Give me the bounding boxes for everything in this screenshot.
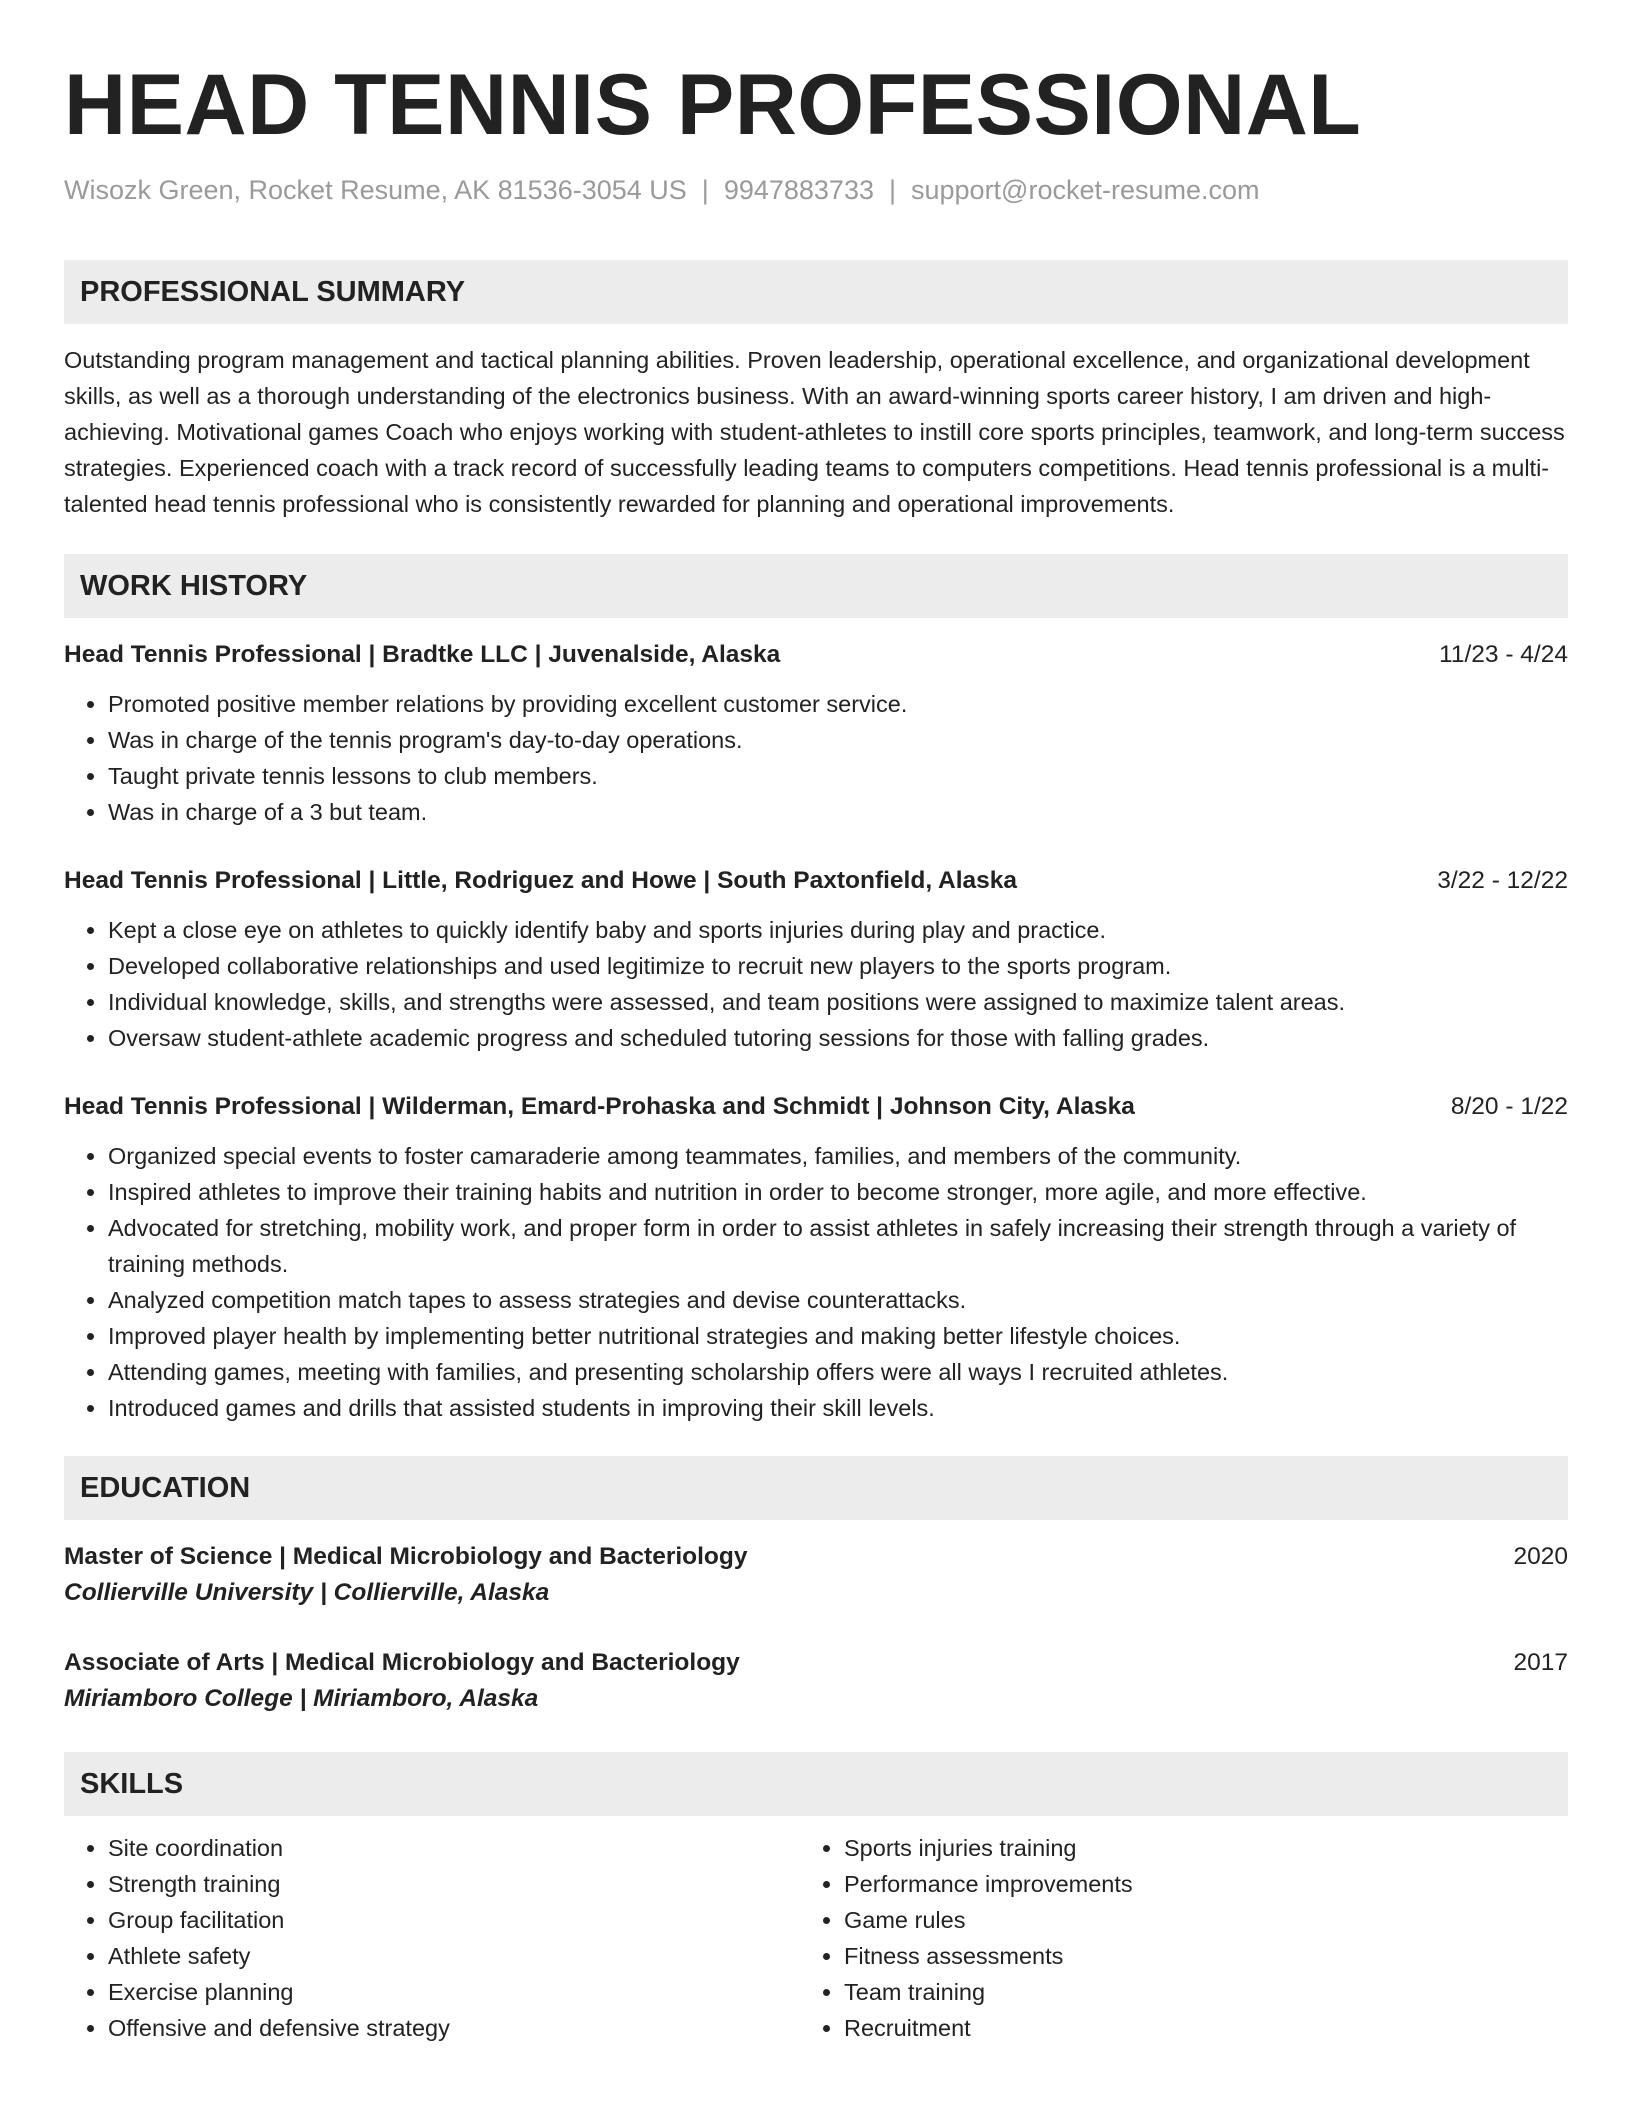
job-bullets: [64, 1138, 1568, 1426]
job-title: Head Tennis Professional | Bradtke LLC | Juvenalside, Alaska: [64, 641, 781, 669]
contact-email: support@rocket-resume.com: [911, 175, 1260, 205]
job-bullet: • Advocated for stretching, mobility work, and proper form in order to assist athletes in safely increasing their strength through a variety of training methods.: [108, 1210, 1568, 1282]
education-school: Collierville University | Collierville, Alaska: [64, 1579, 550, 1607]
summary-heading: PROFESSIONAL SUMMARY: [64, 260, 1568, 324]
skill-item: • Performance improvements: [844, 1866, 1536, 1902]
job-bullet: • Taught private tennis lessons to club members.: [108, 758, 1568, 794]
job-bullet: • Developed collaborative relationships and used legitimize to recruit new players to the sports program.: [108, 948, 1568, 984]
education-entry: [64, 1646, 1568, 1718]
skills-columns: [64, 1830, 1568, 2046]
education-degree: Associate of Arts | Medical Microbiology and Bacteriology: [64, 1649, 740, 1677]
job-bullet: • Was in charge of the tennis program's day-to-day operations.: [108, 722, 1568, 758]
job-entry: [64, 638, 1568, 830]
job-title: Head Tennis Professional | Wilderman, Emard-Prohaska and Schmidt | Johnson City, Alaska: [64, 1093, 1135, 1121]
skill-item: • Fitness assessments: [844, 1938, 1536, 1974]
job-bullet: • Introduced games and drills that assisted students in improving their skill levels.: [108, 1390, 1568, 1426]
education-school: Miriamboro College | Miriamboro, Alaska: [64, 1685, 539, 1713]
job-bullet: • Oversaw student-athlete academic progress and scheduled tutoring sessions for those with falling grades.: [108, 1020, 1568, 1056]
skills-left-column: [64, 1830, 800, 2046]
job-bullets: [64, 912, 1568, 1056]
education-header: [64, 1540, 1568, 1574]
skill-item: • Sports injuries training: [844, 1830, 1536, 1866]
job-bullets: [64, 686, 1568, 830]
education-year: 2017: [1513, 1649, 1568, 1677]
job-bullet: • Individual knowledge, skills, and strengths were assessed, and team positions were assigned to maximize talent areas.: [108, 984, 1568, 1020]
education-heading: EDUCATION: [64, 1456, 1568, 1520]
job-bullet: • Promoted positive member relations by providing excellent customer service.: [108, 686, 1568, 722]
job-entry: [64, 1090, 1568, 1426]
skill-item: • Site coordination: [108, 1830, 800, 1866]
job-bullet: • Organized special events to foster camaraderie among teammates, families, and members of the community.: [108, 1138, 1568, 1174]
job-bullet: • Analyzed competition match tapes to assess strategies and devise counterattacks.: [108, 1282, 1568, 1318]
skills-right-column: [800, 1830, 1536, 2046]
skill-item: • Strength training: [108, 1866, 800, 1902]
summary-text: Outstanding program management and tactical planning abilities. Proven leadership, operational excellence, and organizational development skills, as well as a thorough understanding of the electronics business. With an award-winning sports career history, I am driven and high-achieving. Motivational games Coach who enjoys working with student-athletes to instill core sports principles, teamwork, and long-term success strategies. Experienced coach with a track record of successfully leading teams to computers competitions. Head tennis professional is a multi-talented head tennis professional who is consistently rewarded for planning and operational improvements.: [64, 347, 1565, 518]
skill-item: • Athlete safety: [108, 1938, 800, 1974]
skill-item: • Exercise planning: [108, 1974, 800, 2010]
skill-item: • Group facilitation: [108, 1902, 800, 1938]
job-bullet: • Kept a close eye on athletes to quickly identify baby and sports injuries during play and practice.: [108, 912, 1568, 948]
job-dates: 11/23 - 4/24: [1439, 641, 1568, 669]
job-header: [64, 1090, 1568, 1124]
job-header: [64, 638, 1568, 672]
contact-separator: |: [701, 175, 709, 205]
education-degree: Master of Science | Medical Microbiology and Bacteriology: [64, 1543, 748, 1571]
resume-title: HEAD TENNIS PROFESSIONAL: [64, 57, 1362, 153]
job-entry: [64, 864, 1568, 1056]
job-bullet: • Inspired athletes to improve their training habits and nutrition in order to become stronger, more agile, and more effective.: [108, 1174, 1568, 1210]
skill-item: • Game rules: [844, 1902, 1536, 1938]
job-bullet: • Attending games, meeting with families, and presenting scholarship offers were all ways I recruited athletes.: [108, 1354, 1568, 1390]
job-bullet: • Was in charge of a 3 but team.: [108, 794, 1568, 830]
skill-item: • Offensive and defensive strategy: [108, 2010, 800, 2046]
work-history-heading: WORK HISTORY: [64, 554, 1568, 618]
education-year: 2020: [1513, 1543, 1568, 1571]
contact-separator: |: [888, 175, 896, 205]
job-bullet: • Improved player health by implementing better nutritional strategies and making better lifestyle choices.: [108, 1318, 1568, 1354]
contact-phone: 9947883733: [723, 175, 874, 205]
education-header: [64, 1646, 1568, 1680]
job-dates: 8/20 - 1/22: [1450, 1093, 1568, 1121]
job-header: [64, 864, 1568, 898]
skill-item: • Recruitment: [844, 2010, 1536, 2046]
job-dates: 3/22 - 12/22: [1437, 867, 1568, 895]
education-entry: [64, 1540, 1568, 1612]
skills-heading: SKILLS: [64, 1752, 1568, 1816]
skill-item: • Team training: [844, 1974, 1536, 2010]
job-title: Head Tennis Professional | Little, Rodriguez and Howe | South Paxtonfield, Alaska: [64, 867, 1018, 895]
contact-address: Wisozk Green, Rocket Resume, AK 81536-3054 US: [64, 175, 687, 205]
contact-line: [64, 174, 1568, 206]
